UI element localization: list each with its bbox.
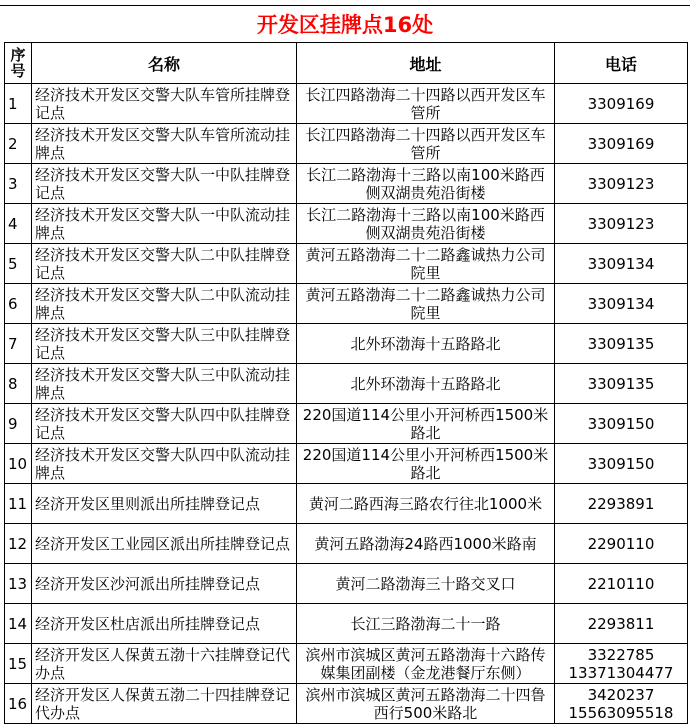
row-phone	[555, 644, 688, 684]
table-row	[5, 684, 688, 724]
row-phone	[555, 684, 688, 724]
row-address: 长江二路渤海十三路以南100米路西侧双湖贵苑沿街楼	[297, 164, 555, 204]
row-name: 经济开发区工业园区派出所挂牌登记点	[32, 524, 297, 564]
row-address: 北外环渤海十五路路北	[297, 364, 555, 404]
phone-number: 3322785	[587, 645, 655, 664]
locations-table	[4, 42, 688, 724]
row-number: 15	[5, 644, 32, 684]
table-row	[5, 444, 688, 484]
phone-number: 3309135	[587, 334, 655, 353]
row-address: 长江四路渤海二十四路以西开发区车管所	[297, 124, 555, 164]
phone-number: 3420237	[587, 685, 655, 704]
sheet-title: 开发区挂牌点16处	[256, 13, 434, 37]
row-name: 经济技术开发区交警大队二中队流动挂牌点	[32, 284, 297, 324]
row-phone	[555, 244, 688, 284]
table-row	[5, 364, 688, 404]
phone-number: 15563095518	[568, 703, 674, 722]
row-phone	[555, 404, 688, 444]
row-name: 经济技术开发区交警大队四中队挂牌登记点	[32, 404, 297, 444]
phone-number: 3309123	[587, 174, 655, 193]
row-name: 经济技术开发区交警大队三中队挂牌登记点	[32, 324, 297, 364]
row-name: 经济技术开发区交警大队车管所挂牌登记点	[32, 84, 297, 124]
row-number: 14	[5, 604, 32, 644]
row-number: 4	[5, 204, 32, 244]
row-number: 12	[5, 524, 32, 564]
phone-number: 3309134	[587, 294, 655, 313]
row-name: 经济开发区里则派出所挂牌登记点	[32, 484, 297, 524]
table-row	[5, 484, 688, 524]
phone-number: 3309150	[587, 414, 655, 433]
row-phone	[555, 444, 688, 484]
row-address: 北外环渤海十五路路北	[297, 324, 555, 364]
row-number: 9	[5, 404, 32, 444]
phone-number: 3309169	[587, 134, 655, 153]
row-number: 7	[5, 324, 32, 364]
row-address: 滨州市滨城区黄河五路渤海二十四鲁西行500米路北	[297, 684, 555, 724]
row-address: 黄河二路西海三路农行往北1000米	[297, 484, 555, 524]
row-number: 2	[5, 124, 32, 164]
table-row	[5, 644, 688, 684]
row-number: 16	[5, 684, 32, 724]
row-address: 长江四路渤海二十四路以西开发区车管所	[297, 84, 555, 124]
phone-number: 2293891	[587, 494, 655, 513]
header-name: 名称	[32, 43, 297, 84]
row-phone	[555, 604, 688, 644]
row-name: 经济技术开发区交警大队一中队挂牌登记点	[32, 164, 297, 204]
phone-number: 2290110	[587, 534, 655, 553]
row-number: 8	[5, 364, 32, 404]
row-phone	[555, 524, 688, 564]
row-phone	[555, 164, 688, 204]
table-row	[5, 604, 688, 644]
table-row	[5, 164, 688, 204]
phone-number: 3309134	[587, 254, 655, 273]
phone-number: 2293811	[587, 614, 655, 633]
header-seq: 序号	[5, 43, 32, 84]
header-phone: 电话	[555, 43, 688, 84]
table-row	[5, 524, 688, 564]
phone-number: 13371304477	[568, 663, 674, 682]
row-address: 黄河二路渤海三十路交叉口	[297, 564, 555, 604]
row-address: 220国道114公里小开河桥西1500米路北	[297, 404, 555, 444]
row-number: 1	[5, 84, 32, 124]
phone-number: 3309123	[587, 214, 655, 233]
row-phone	[555, 324, 688, 364]
row-name: 经济技术开发区交警大队一中队流动挂牌点	[32, 204, 297, 244]
row-name: 经济技术开发区交警大队三中队流动挂牌点	[32, 364, 297, 404]
row-phone	[555, 564, 688, 604]
phone-number: 3309169	[587, 94, 655, 113]
row-number: 5	[5, 244, 32, 284]
header-address: 地址	[297, 43, 555, 84]
row-phone	[555, 204, 688, 244]
row-phone	[555, 124, 688, 164]
table-row	[5, 324, 688, 364]
table-row	[5, 84, 688, 124]
table-row	[5, 204, 688, 244]
row-phone	[555, 364, 688, 404]
row-phone	[555, 484, 688, 524]
phone-number: 3309135	[587, 374, 655, 393]
row-number: 11	[5, 484, 32, 524]
row-address: 滨州市滨城区黄河五路渤海十六路传媒集团副楼（金龙港餐厅东侧）	[297, 644, 555, 684]
row-name: 经济技术开发区交警大队二中队挂牌登记点	[32, 244, 297, 284]
row-address: 黄河五路渤海二十二路鑫诚热力公司院里	[297, 284, 555, 324]
row-name: 经济开发区沙河派出所挂牌登记点	[32, 564, 297, 604]
table-row	[5, 244, 688, 284]
row-name: 经济开发区人保黄五渤二十四挂牌登记代办点	[32, 684, 297, 724]
row-address: 长江二路渤海十三路以南100米路西侧双湖贵苑沿街楼	[297, 204, 555, 244]
row-phone	[555, 284, 688, 324]
table-row	[5, 564, 688, 604]
row-number: 6	[5, 284, 32, 324]
row-address: 黄河五路渤海24路西1000米路南	[297, 524, 555, 564]
row-name: 经济开发区人保黄五渤十六挂牌登记代办点	[32, 644, 297, 684]
row-address: 长江三路渤海二十一路	[297, 604, 555, 644]
row-number: 13	[5, 564, 32, 604]
header-row	[5, 43, 688, 84]
phone-number: 3309150	[587, 454, 655, 473]
table-row	[5, 284, 688, 324]
row-name: 经济开发区杜店派出所挂牌登记点	[32, 604, 297, 644]
row-number: 10	[5, 444, 32, 484]
table-row	[5, 404, 688, 444]
phone-number: 2210110	[587, 574, 655, 593]
row-phone	[555, 84, 688, 124]
row-number: 3	[5, 164, 32, 204]
row-address: 220国道114公里小开河桥西1500米路北	[297, 444, 555, 484]
row-address: 黄河五路渤海二十二路鑫诚热力公司院里	[297, 244, 555, 284]
row-name: 经济技术开发区交警大队车管所流动挂牌点	[32, 124, 297, 164]
table-row	[5, 124, 688, 164]
row-name: 经济技术开发区交警大队四中队流动挂牌点	[32, 444, 297, 484]
